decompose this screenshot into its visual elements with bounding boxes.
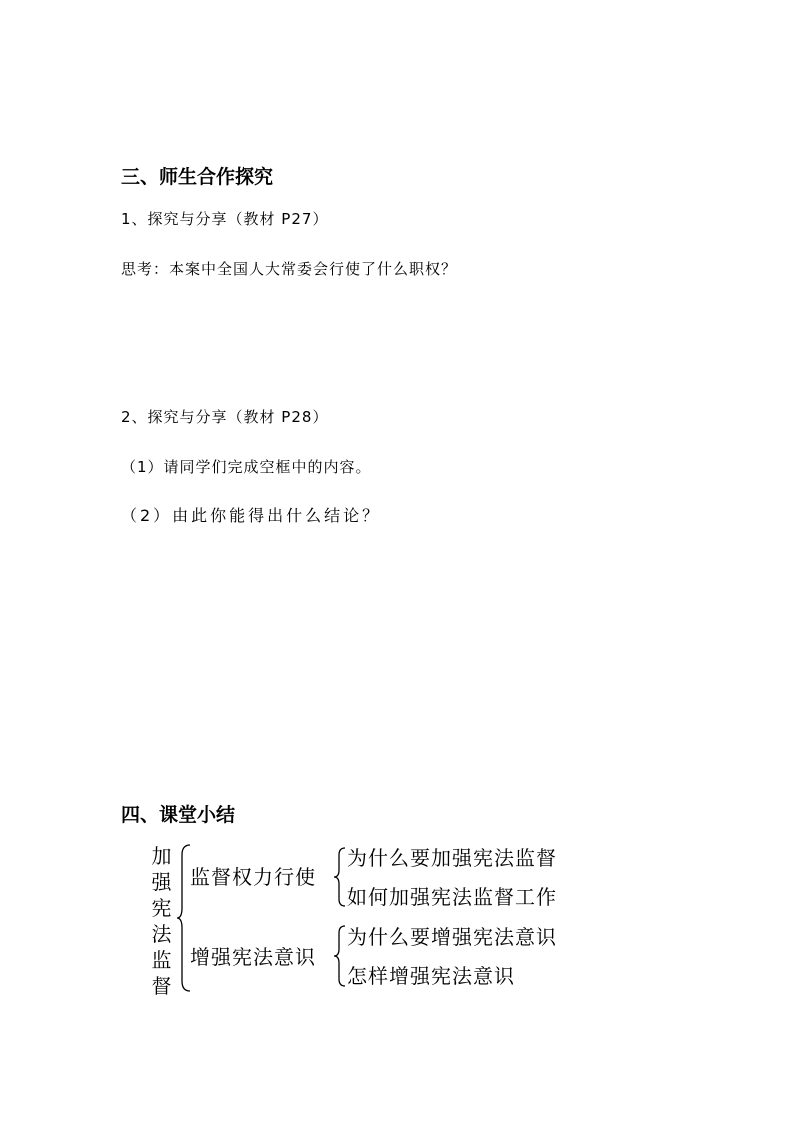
branch-1-label: 监督权力行使 (190, 865, 316, 889)
branch-2-leaf-1: 为什么要增强宪法意识 (347, 925, 557, 949)
section-4-title: 四、课堂小结 (121, 804, 236, 826)
branch-1-brace (333, 846, 347, 908)
branch-1-leaf-2: 如何加强宪法监督工作 (347, 885, 557, 909)
item-1-label: 1、探究与分享（教材 P27） (121, 210, 329, 228)
branch-2-brace (333, 924, 347, 988)
root-char: 法 (151, 922, 173, 946)
branch-2-leaf-2: 怎样增强宪法意识 (347, 964, 515, 988)
section-3-title: 三、师生合作探究 (121, 166, 274, 188)
branch-1-leaf-1: 为什么要加强宪法监督 (347, 846, 557, 870)
item-2-question-2: （2）由此你能得出什么结论？ (121, 506, 382, 525)
root-char: 督 (151, 974, 173, 998)
item-1-question: 思考：本案中全国人大常委会行使了什么职权？ (121, 260, 458, 278)
item-2-label: 2、探究与分享（教材 P28） (121, 408, 329, 426)
item-2-question-1: （1）请同学们完成空框中的内容。 (121, 458, 372, 476)
root-char: 宪 (151, 896, 173, 920)
summary-root-label (151, 843, 173, 999)
branch-2-label: 增强宪法意识 (190, 945, 316, 969)
root-char: 加 (151, 844, 173, 868)
root-char: 强 (151, 870, 173, 894)
root-char: 监 (151, 948, 173, 972)
